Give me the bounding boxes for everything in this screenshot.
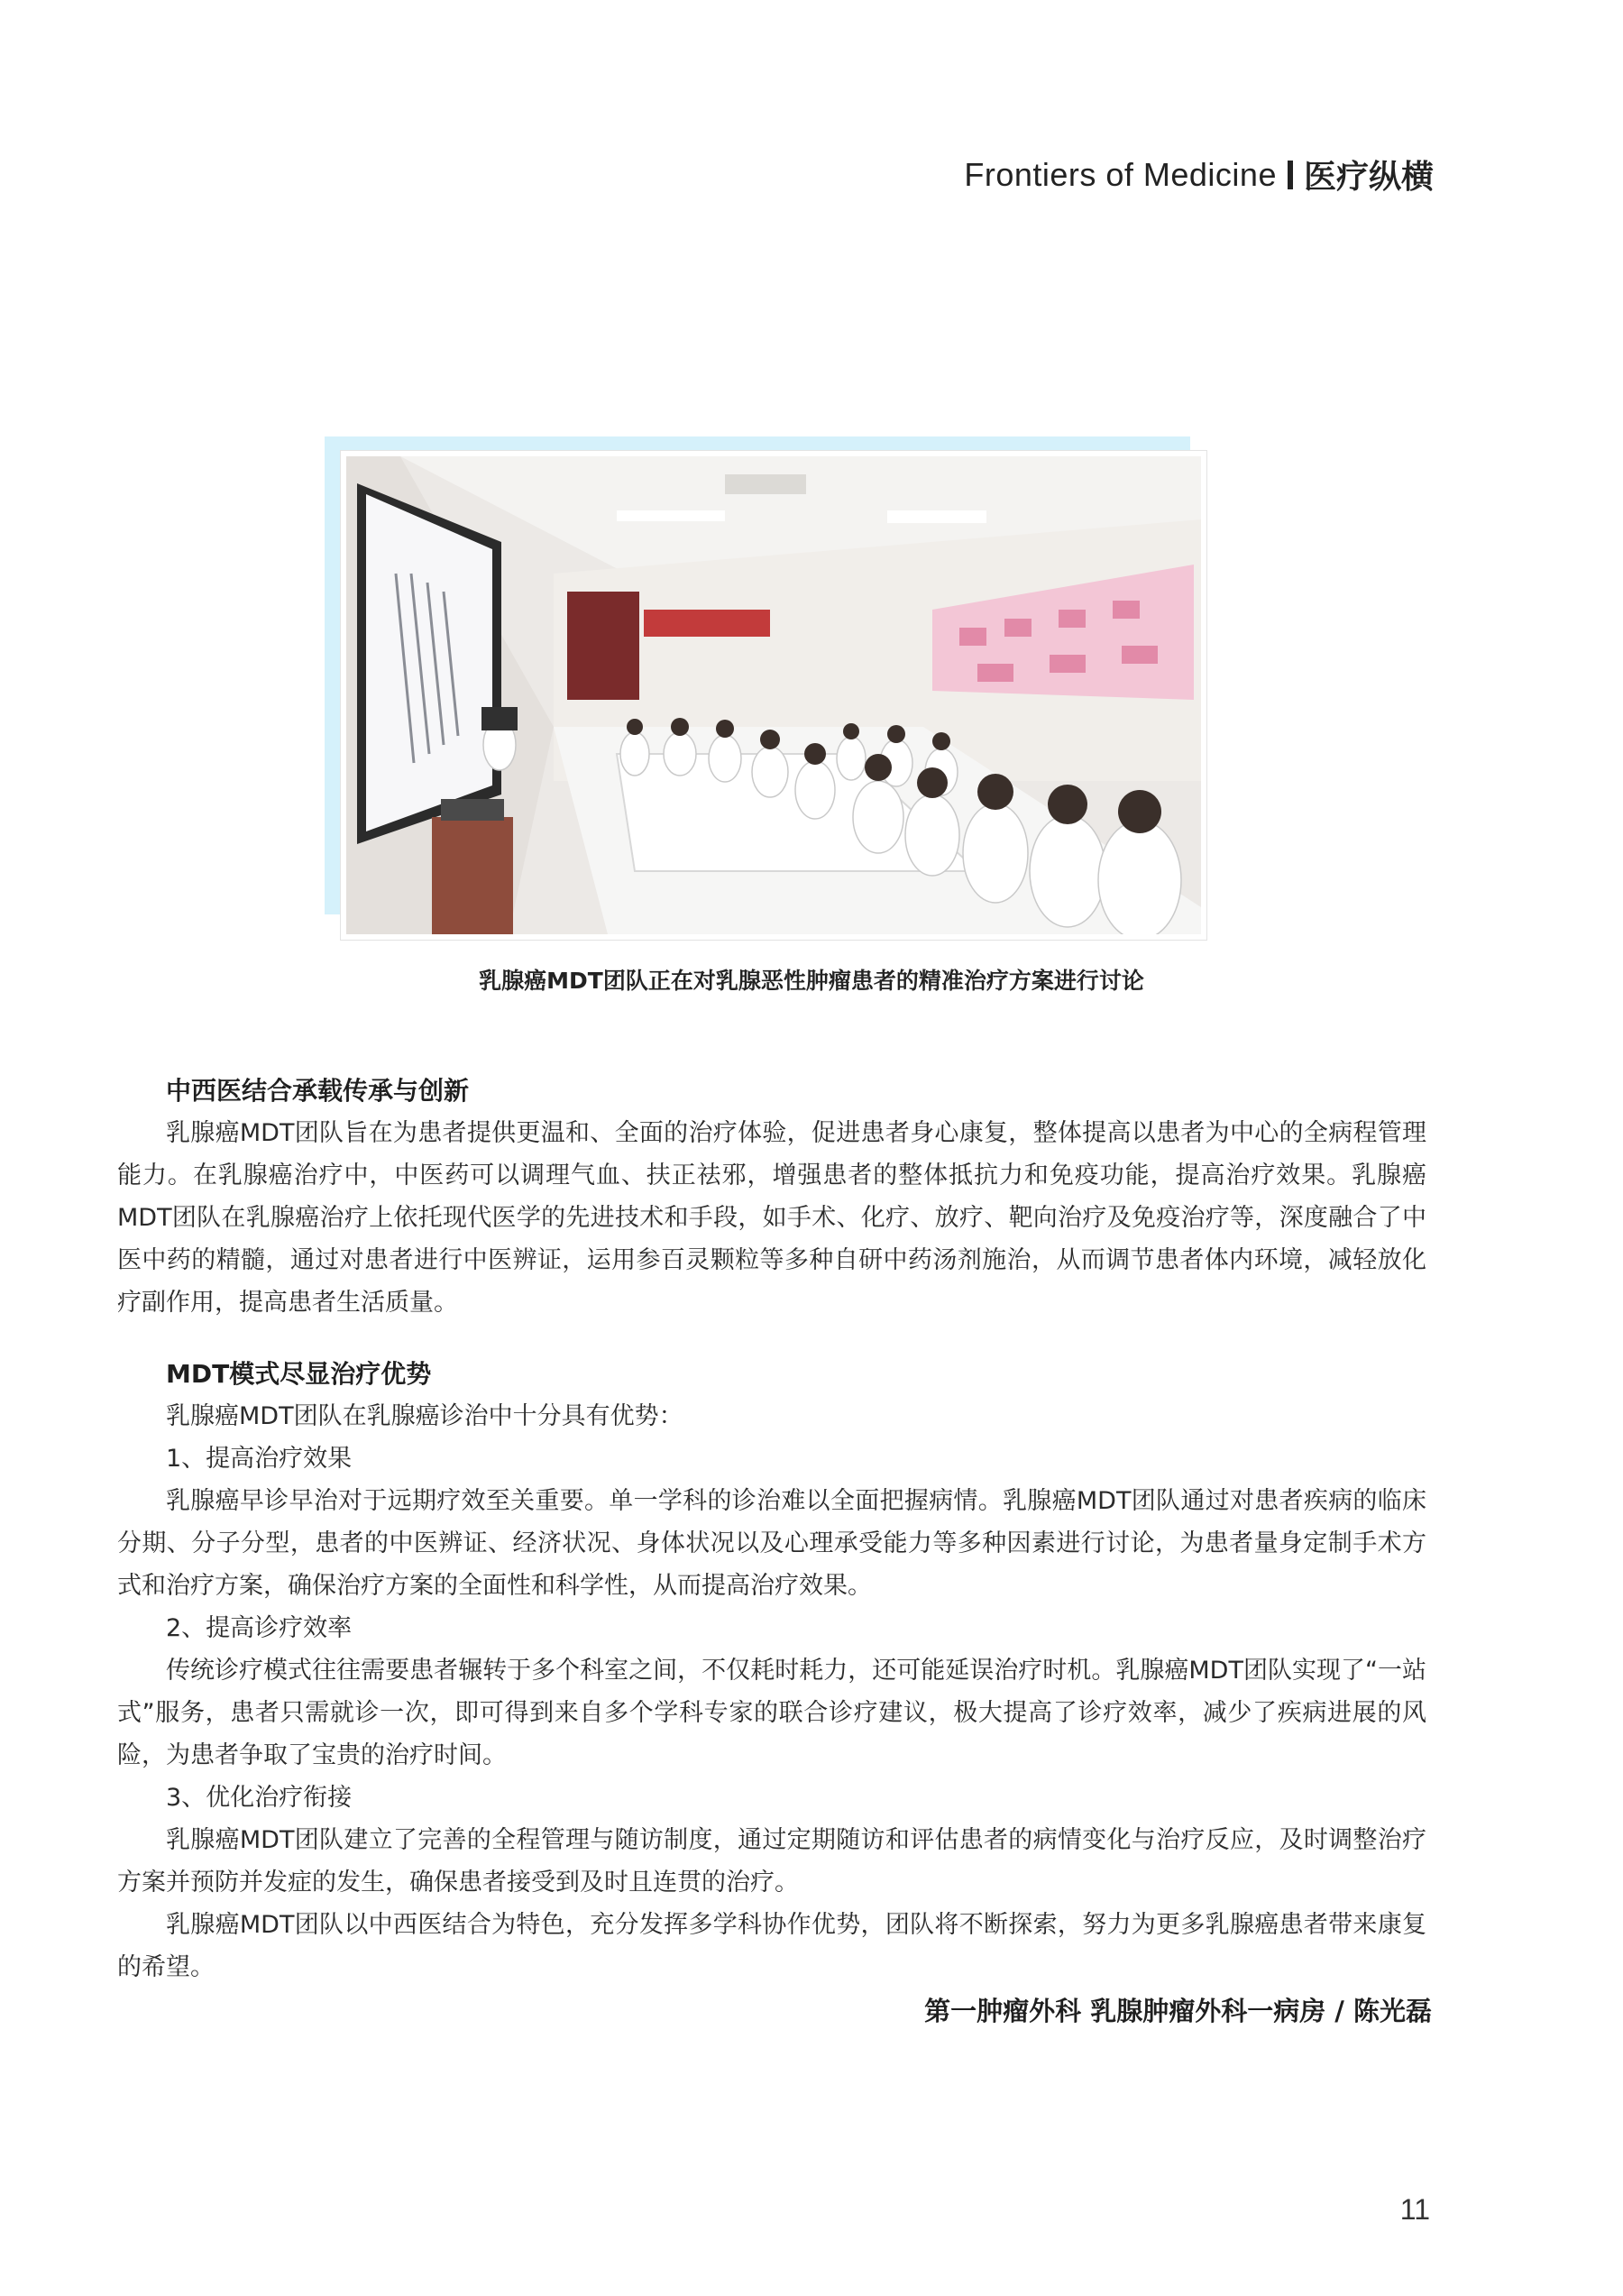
item-title-3: 3、优化治疗衔接 — [166, 1784, 353, 1812]
item-title-1: 1、提高治疗效果 — [166, 1445, 353, 1473]
figure-caption: 乳腺癌MDT团队正在对乳腺恶性肿瘤患者的精准治疗方案进行讨论 — [479, 968, 1144, 994]
item-text-1: 乳腺癌早诊早治对于远期疗效至关重要。单一学科的诊治难以全面把握病情。乳腺癌MDT团队通过对患者疾病的临床分期、分子分型，患者的中医辨证、经济状况、身体状况以及心理承受能力等多种因素进行讨论，为患者量身定制手术方式和治疗方案，确保治疗方案的全面性和科学性，从而提高治疗效果。 — [117, 1487, 1426, 1600]
meeting-photo — [341, 451, 1206, 940]
item-text-2: 传统诊疗模式往往需要患者辗转于多个科室之间，不仅耗时耗力，还可能延误治疗时机。乳腺癌MDT团队实现了“一站式”服务，患者只需就诊一次，即可得到来自多个学科专家的联合诊疗建议，极大提高了诊疗效率，减少了疾病进展的风险，为患者争取了宝贵的治疗时间。 — [117, 1657, 1426, 1769]
paragraph-mdt-intro: 乳腺癌MDT团队在乳腺癌诊治中十分具有优势： — [166, 1402, 683, 1430]
section-tcm-integration — [117, 1070, 1426, 1324]
item-text-3: 乳腺癌MDT团队建立了完善的全程管理与随访制度，通过定期随访和评估患者的病情变化与治疗反应，及时调整治疗方案并预防并发症的发生，确保患者接受到及时且连贯的治疗。 — [117, 1826, 1426, 1896]
section-mdt-advantages — [117, 1353, 1426, 1988]
author-signature: 第一肿瘤外科 乳腺肿瘤外科一病房 / 陈光磊 — [924, 1996, 1432, 2026]
section-title-tcm: 中西医结合承载传承与创新 — [166, 1076, 470, 1106]
header-chinese-title: 医疗纵横 — [1303, 159, 1434, 196]
header-english-title: Frontiers of Medicine — [964, 155, 1277, 193]
page-number: 11 — [1399, 2193, 1430, 2226]
paragraph-closing: 乳腺癌MDT团队以中西医结合为特色，充分发挥多学科协作优势，团队将不断探索，努力为更多乳腺癌患者带来康复的希望。 — [117, 1911, 1426, 1981]
section-title-mdt: MDT模式尽显治疗优势 — [166, 1359, 432, 1389]
header-divider — [1288, 161, 1293, 189]
running-header — [964, 152, 1434, 197]
paragraph-tcm: 乳腺癌MDT团队旨在为患者提供更温和、全面的治疗体验，促进患者身心康复，整体提高以患者为中心的全病程管理能力。在乳腺癌治疗中，中医药可以调理气血、扶正祛邪，增强患者的整体抵抗力和免疫功能，提高治疗效果。乳腺癌MDT团队在乳腺癌治疗上依托现代医学的先进技术和手段，如手术、化疗、放疗、靶向治疗及免疫治疗等，深度融合了中医中药的精髓，通过对患者进行中医辨证，运用参百灵颗粒等多种自研中药汤剂施治，从而调节患者体内环境，减轻放化疗副作用，提高患者生活质量。 — [117, 1119, 1426, 1317]
item-title-2: 2、提高诊疗效率 — [166, 1614, 353, 1642]
